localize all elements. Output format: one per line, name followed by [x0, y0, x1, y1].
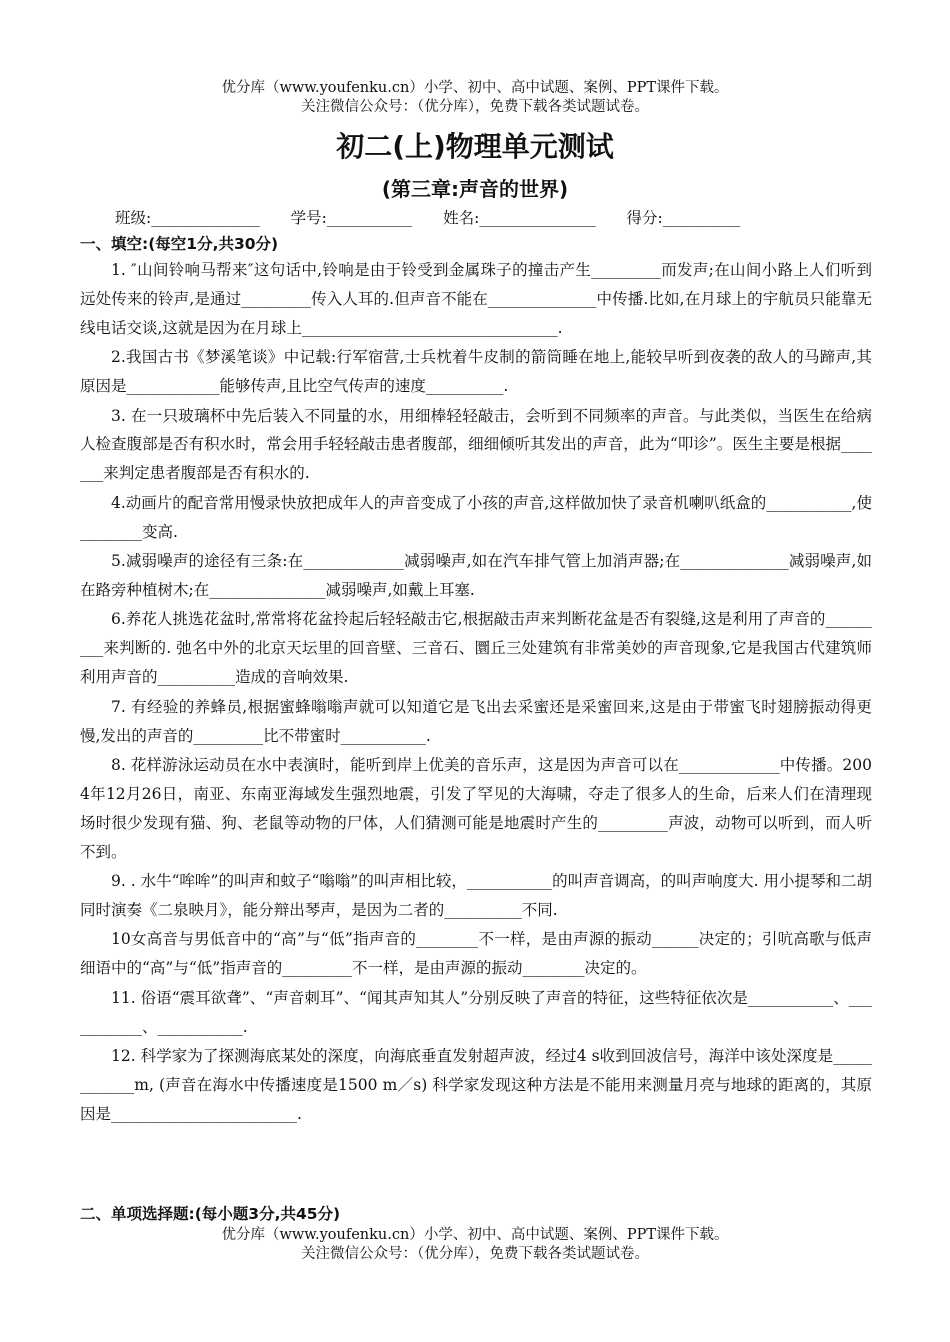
footer-line-1: 优分库（www.youfenku.cn）小学、初中、高中试题、案例、PPT课件下载。 [221, 1227, 729, 1243]
page-subtitle: (第三章:声音的世界) [381, 177, 569, 201]
name-field: 姓名:_______________ [443, 209, 596, 227]
question-1: 1. ″山间铃响马帮来″这句话中,铃响是由于铃受到金属珠子的撞击产生_________而发声;在山间小路上人们听到远处传来的铃声,是通过_________传入人耳的.但声音不能在______________中传播.比如,在月球上的宇航员只能靠无线电话交谈,这就是因为在月球上_________________________________. [80, 261, 872, 337]
header-line-1: 优分库（www.youfenku.cn）小学、初中、高中试题、案例、PPT课件下载。 [221, 80, 729, 96]
question-4: 4.动画片的配音常用慢录快放把成年人的声音变成了小孩的声音,这样做加快了录音机喇叭纸盒的___________,使________变高. [80, 493, 872, 541]
question-12: 12. 科学家为了探测海底某处的深度，向海底垂直发射超声波，经过4 s收到回波信号，海洋中该处深度是____________m, (声音在海水中传播速度是1500 m／s) 科学家发现这种方法是不能用来测量月亮与地球的距离的，其原因是________________________. [80, 1046, 872, 1123]
section-fill-in-title: 一、填空:(每空1分,共30分) [80, 235, 279, 253]
question-8: 8. 花样游泳运动员在水中表演时，能听到岸上优美的音乐声，这是因为声音可以在_____________中传播。2004年12月26日，南亚、东南亚海域发生强烈地震，引发了罕见的大海啸，夺走了很多人的生命，后来人们在清理现场时很少发现有猫、狗、老鼠等动物的尸体，人们猜测可能是地震时产生的_________声波，动物可以听到，而人听不到。 [80, 755, 872, 861]
question-9: 9. . 水牛“哞哞”的叫声和蚊子“嗡嗡”的叫声相比较，___________的叫声音调高，的叫声响度大. 用小提琴和二胡同时演奏《二泉映月》，能分辩出琴声，是因为二者的__________不同. [80, 872, 872, 919]
student-id-field: 学号:___________ [290, 209, 413, 227]
page-title: 初二(上)物理单元测试 [336, 130, 614, 163]
question-7: 7. 有经验的养蜂员,根据蜜蜂嗡嗡声就可以知道它是飞出去采蜜还是采蜜回来,这是由于带蜜飞时翅膀振动得更慢,发出的声音的_________比不带蜜时___________. [80, 697, 872, 745]
student-info-row [115, 206, 740, 230]
question-list [80, 256, 872, 1129]
footer-line-2: 关注微信公众号：（优分库），免费下载各类试题试卷。 [301, 1246, 649, 1262]
question-10: 10女高音与男低音中的“高”与“低”指声音的________不一样，是由声源的振动______决定的；引吭高歌与低声细语中的“高”与“低”指声音的_________不一样，是由声源的振动________决定的。 [80, 930, 872, 978]
class-field: 班级:______________ [115, 209, 260, 227]
question-11: 11. 俗语“震耳欲聋”、“声音刺耳”、“闻其声知其人”分别反映了声音的特征，这些特征依次是___________、___________、___________. [80, 988, 872, 1036]
section-choice-title: 二、单项选择题:(每小题3分,共45分) [80, 1205, 341, 1223]
question-2: 2.我国古书《梦溪笔谈》中记载:行军宿营,士兵枕着牛皮制的箭筒睡在地上,能较早听到夜袭的敌人的马蹄声,其原因是____________能够传声,且比空气传声的速度__________. [80, 348, 872, 396]
question-5: 5.减弱噪声的途径有三条:在_____________减弱噪声,如在汽车排气管上加消声器;在______________减弱噪声,如在路旁种植树木;在_______________减弱噪声,如戴上耳塞. [80, 552, 872, 599]
header-line-2: 关注微信公众号：（优分库），免费下载各类试题试卷。 [301, 99, 649, 115]
score-field: 得分:__________ [626, 209, 741, 227]
question-3: 3. 在一只玻璃杯中先后装入不同量的水，用细棒轻轻敲击，会听到不同频率的声音。与此类似，当医生在给病人检查腹部是否有积水时，常会用手轻轻敲击患者腹部，细细倾听其发出的声音，此为“叩诊”。医生主要是根据_______来判定患者腹部是否有积水的. [80, 406, 872, 483]
question-6: 6.养花人挑选花盆时,常常将花盆拎起后轻轻敲击它,根据敲击声来判断花盆是否有裂缝,这是利用了声音的_________来判断的. 弛名中外的北京天坛里的回音壁、三音石、圜丘三处建筑有非常美妙的声音现象,它是我国古代建筑师利用声音的__________造成的音响效果. [80, 610, 872, 687]
